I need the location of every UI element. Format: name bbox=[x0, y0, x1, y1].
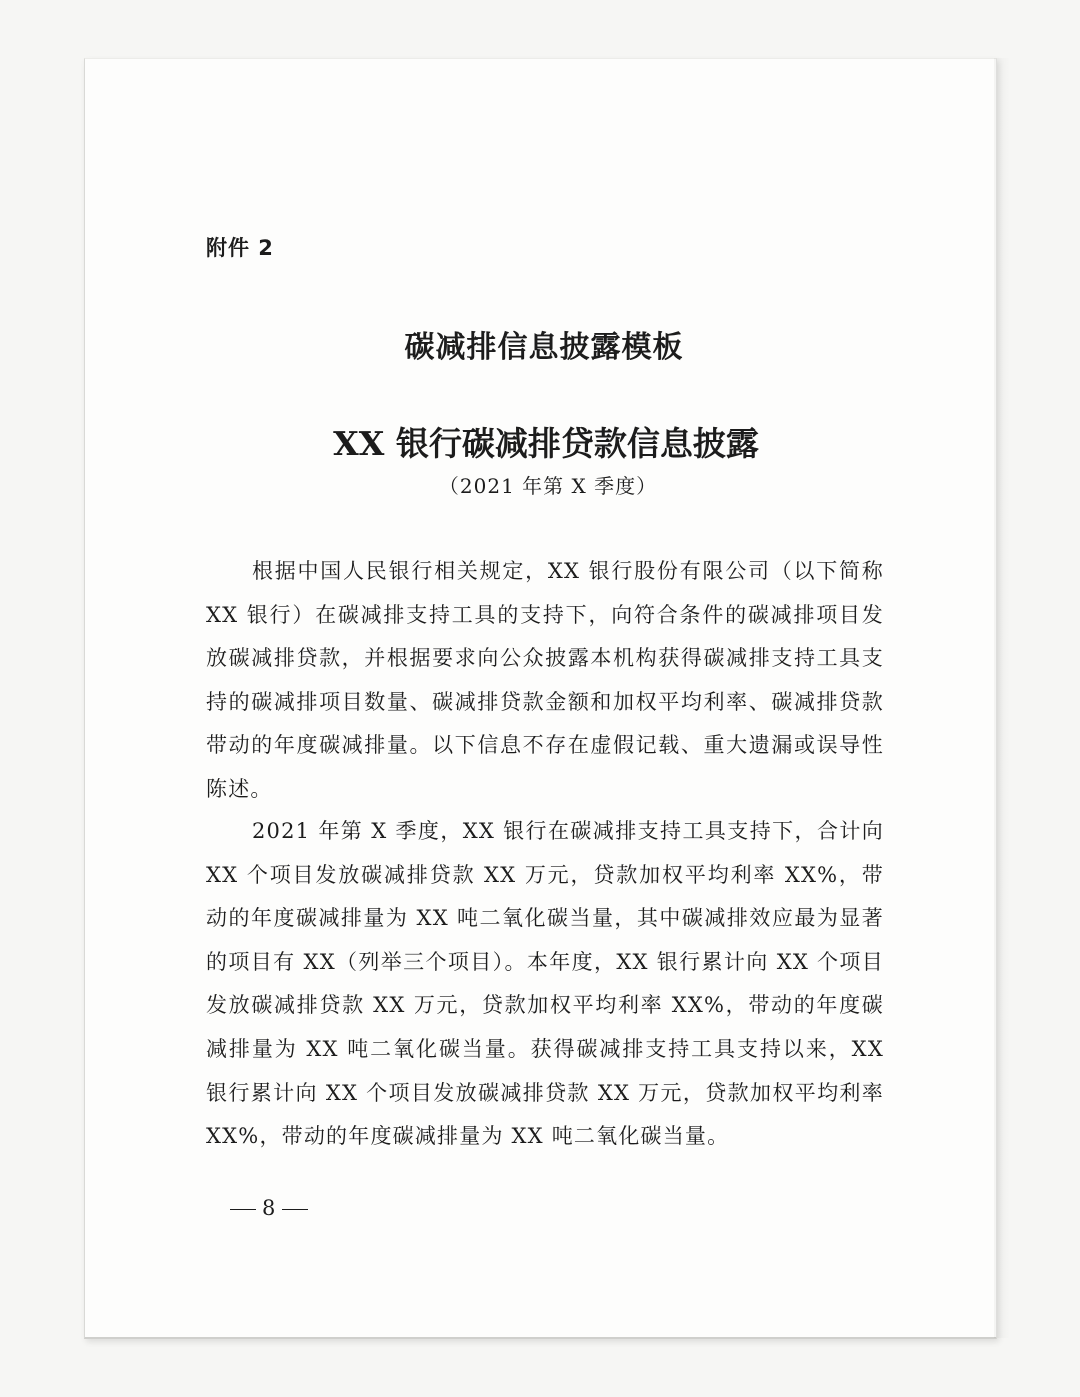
page-number-dash-left bbox=[230, 1209, 256, 1211]
paragraph-disclosure: 2021 年第 X 季度，XX 银行在碳减排支持工具支持下，合计向 XX 个项目发放碳减排贷款 XX 万元，贷款加权平均利率 XX%，带动的年度碳减排量为 XX 吨二氧化碳当量，其中碳减排效应最为显著的项目有 XX（列举三个项目）。本年度，XX 银行累计向 XX 个项目发放碳减排贷款 XX 万元，贷款加权平均利率 XX%，带动的年度碳减排量为 XX 吨二氧化碳当量。获得碳减排支持工具支持以来，XX 银行累计向 XX 个项目发放碳减排贷款 XX 万元，贷款加权平均利率 XX%，带动的年度碳减排量为 XX 吨二氧化碳当量。 bbox=[206, 819, 884, 1149]
attachment-label: 附件 2 bbox=[206, 236, 274, 260]
page-number: 8 bbox=[262, 1196, 277, 1220]
page-edge-shadow bbox=[994, 58, 1010, 1338]
page-number-footer bbox=[224, 1196, 314, 1220]
page-number-dash-right bbox=[282, 1209, 308, 1211]
document-title: 碳减排信息披露模板 bbox=[404, 330, 684, 365]
document-subtitle: XX 银行碳减排贷款信息披露 bbox=[333, 424, 759, 463]
paragraph-intro: 根据中国人民银行相关规定，XX 银行股份有限公司（以下简称 XX 银行）在碳减排支持工具的支持下，向符合条件的碳减排项目发放碳减排贷款，并根据要求向公众披露本机构获得碳减排支持工具支持的碳减排项目数量、碳减排贷款金额和加权平均利率、碳减排贷款带动的年度碳减排量。以下信息不存在虚假记载、重大遗漏或误导性陈述。 bbox=[206, 559, 884, 801]
reporting-period: （2021 年第 X 季度） bbox=[438, 474, 658, 498]
